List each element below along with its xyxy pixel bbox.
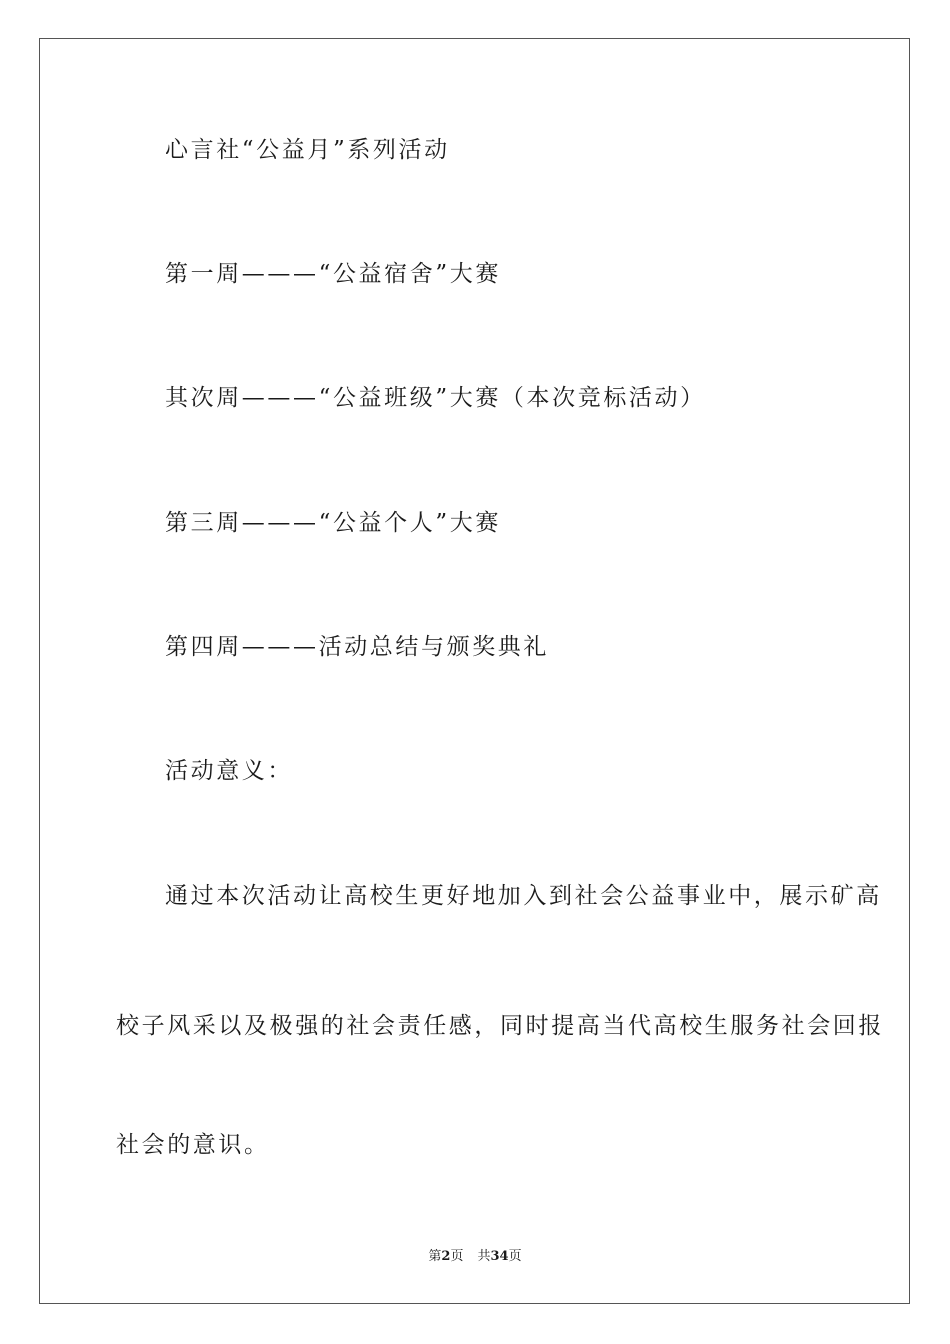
footer-total-prefix: 共 bbox=[477, 1249, 491, 1264]
footer-page-number: 2 bbox=[441, 1249, 451, 1264]
footer-page-prefix: 第 bbox=[428, 1249, 442, 1264]
footer-page-suffix: 页 bbox=[450, 1249, 464, 1264]
paragraph-line-3: 社会的意识。 bbox=[116, 1132, 270, 1158]
paragraph-line-1: 通过本次活动让高校生更好地加入到社会公益事业中，展示矿高 bbox=[165, 883, 882, 909]
week-2-line: 其次周———“公益班级”大赛（本次竞标活动） bbox=[165, 385, 706, 411]
series-title: 心言社“公益月”系列活动 bbox=[165, 137, 450, 163]
footer-total-pages: 34 bbox=[490, 1249, 509, 1264]
significance-heading: 活动意义： bbox=[165, 758, 293, 784]
week-4-line: 第四周———活动总结与颁奖典礼 bbox=[165, 634, 549, 660]
page-footer bbox=[0, 1248, 950, 1266]
paragraph-line-2: 校子风采以及极强的社会责任感，同时提高当代高校生服务社会回报 bbox=[116, 1013, 884, 1039]
week-1-line: 第一周———“公益宿舍”大赛 bbox=[165, 261, 501, 287]
page-border bbox=[39, 38, 910, 1304]
footer-total-suffix: 页 bbox=[508, 1249, 522, 1264]
week-3-line: 第三周———“公益个人”大赛 bbox=[165, 510, 501, 536]
